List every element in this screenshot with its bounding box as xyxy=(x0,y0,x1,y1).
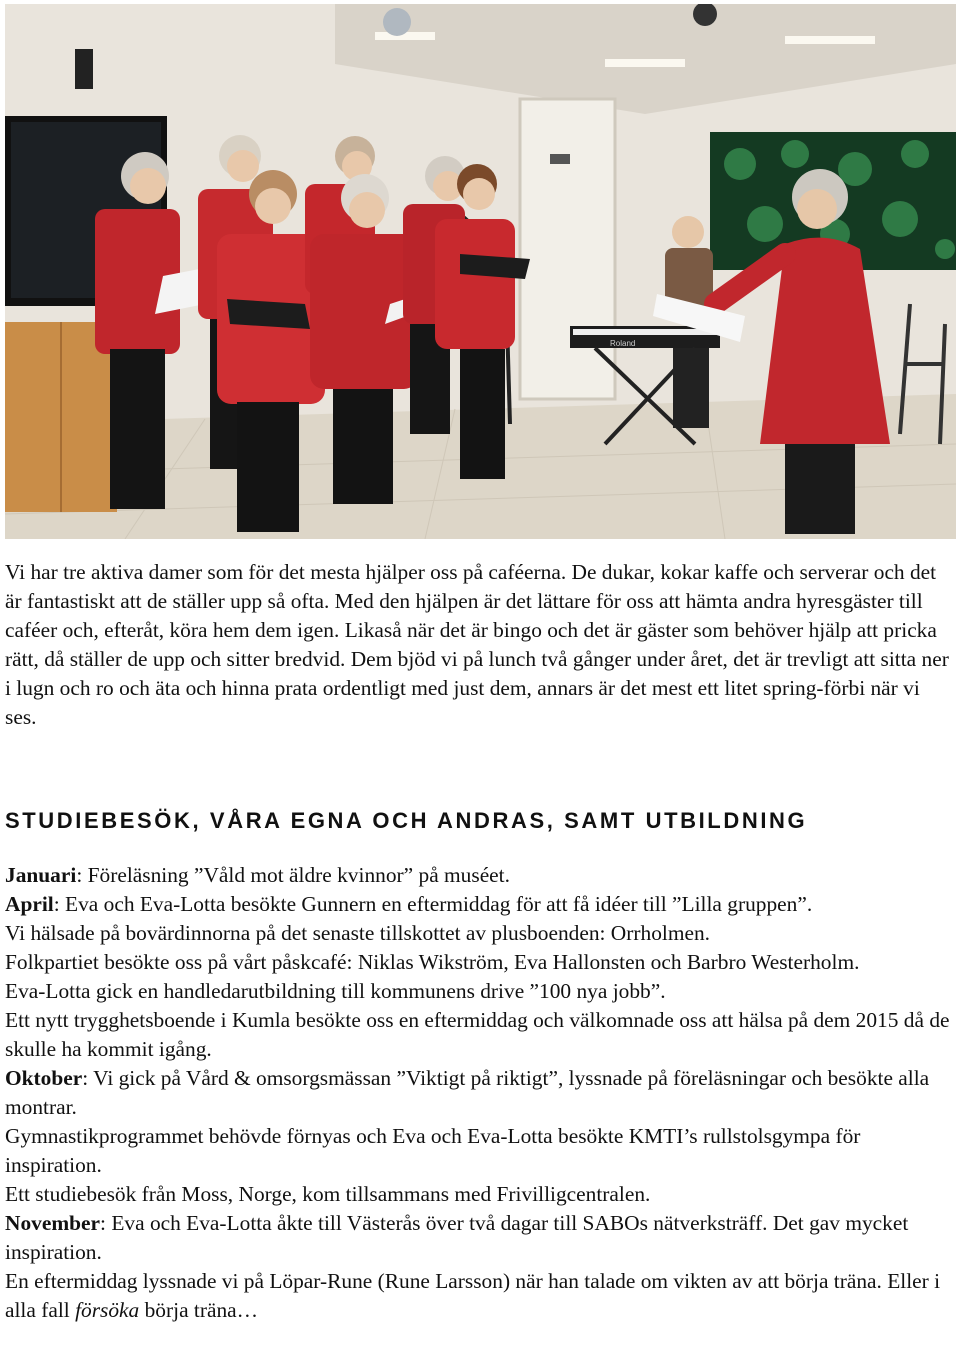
list-item: Januari: Föreläsning ”Våld mot äldre kvinnor” på muséet. xyxy=(5,863,510,887)
section-heading: STUDIEBESÖK, VÅRA EGNA OCH ANDRAS, SAMT UTBILDNING xyxy=(5,808,808,833)
choir-photo xyxy=(5,4,956,539)
activity-list xyxy=(5,861,955,1325)
list-item: Ett nytt trygghetsboende i Kumla besökte oss en eftermiddag och välkomnade oss att hälsa på dem 2015 då de skulle ha kommit igång. xyxy=(5,1008,950,1061)
list-item: Folkpartiet besökte oss på vårt påskcafé: Niklas Wikström, Eva Hallonsten och Barbro Westerholm. xyxy=(5,950,860,974)
list-item: Vi hälsade på bovärdinnorna på det senaste tillskottet av plusboenden: Orrholmen. xyxy=(5,921,711,945)
list-item: April: Eva och Eva-Lotta besökte Gunnern en eftermiddag för att få idéer till ”Lilla gruppen”. xyxy=(5,892,813,916)
choir-photo-illustration xyxy=(5,4,956,539)
emphasis-text: försöka xyxy=(75,1298,140,1322)
month-label: April xyxy=(5,892,54,916)
month-label: Januari xyxy=(5,863,77,887)
list-item: Oktober: Vi gick på Vård & omsorgsmässan ”Viktigt på riktigt”, lyssnade på föreläsningar och besökte alla montrar. xyxy=(5,1066,930,1119)
month-label: November xyxy=(5,1211,101,1235)
list-item: Ett studiebesök från Moss, Norge, kom tillsammans med Frivilligcentralen. xyxy=(5,1182,651,1206)
list-item: En eftermiddag lyssnade vi på Löpar-Rune (Rune Larsson) när han talade om vikten av att börja träna. Eller i alla fall försöka börja träna… xyxy=(5,1269,941,1322)
intro-paragraph: Vi har tre aktiva damer som för det mesta hjälper oss på caféerna. De dukar, kokar kaffe och serverar och det är fantastiskt att de ställer upp så ofta. Med den hjälpen är det lättare för oss att hämta andra hyresgäster till caféer och, efteråt, köra hem dem igen. Likaså när det är bingo och det är gäster som behöver hjälp att pricka rätt, då ställer de upp och sitter bredvid. Dem bjöd vi på lunch två gånger under året, det är trevligt att sitta ner i lugn och ro och äta och hinna prata ordentligt med just dem, annars är det mest ett litet spring-förbi när vi ses. xyxy=(5,560,949,729)
list-item: November: Eva och Eva-Lotta åkte till Västerås över två dagar till SABOs nätverksträff. Det gav mycket inspiration. xyxy=(5,1211,909,1264)
keyboard-brand: Roland xyxy=(610,339,636,348)
month-label: Oktober xyxy=(5,1066,83,1090)
list-item: Gymnastikprogrammet behövde förnyas och Eva och Eva-Lotta besökte KMTI’s rullstolsgympa för inspiration. xyxy=(5,1124,861,1177)
list-item: Eva-Lotta gick en handledarutbildning till kommunens drive ”100 nya jobb”. xyxy=(5,979,666,1003)
